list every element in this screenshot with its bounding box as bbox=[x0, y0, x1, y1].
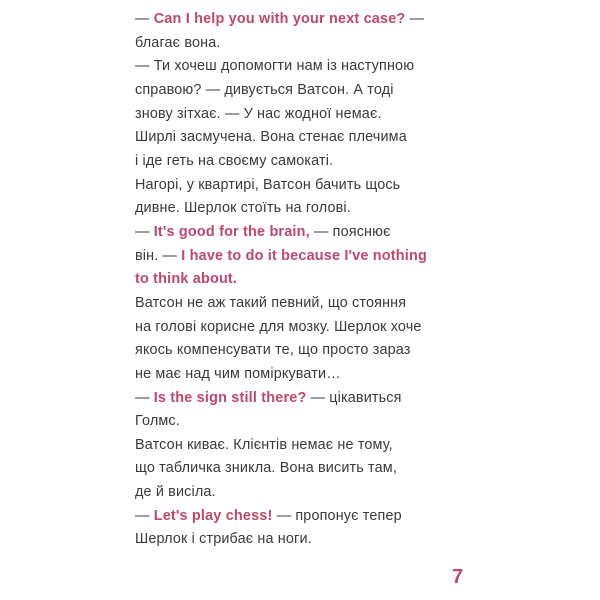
text-line bbox=[135, 387, 465, 411]
ukrainian-text: Шерлок і стрибає на ноги. bbox=[135, 531, 312, 548]
ukrainian-text: — Ти хочеш допомогти нам із наступною bbox=[135, 58, 415, 75]
ukrainian-text: не має над чим поміркувати… bbox=[135, 365, 341, 382]
story-text bbox=[135, 8, 465, 552]
text-line bbox=[135, 481, 465, 505]
ukrainian-text: Ватсон киває. Клієнтів немає не тому, bbox=[135, 436, 393, 453]
text-line bbox=[135, 505, 465, 529]
ukrainian-text: — пояснює bbox=[309, 223, 391, 240]
text-line bbox=[135, 268, 465, 292]
ukrainian-text: якось компенсувати те, що просто зараз bbox=[135, 342, 411, 359]
english-phrase: Is the sign still there? bbox=[153, 389, 307, 406]
ukrainian-text: він. — bbox=[135, 247, 182, 264]
text-line bbox=[135, 79, 465, 103]
ukrainian-text: — bbox=[135, 507, 154, 524]
ukrainian-text: справою? — дивується Ватсон. А тоді bbox=[135, 81, 394, 98]
english-phrase: It's good for the brain, bbox=[153, 223, 310, 240]
ukrainian-text: — bbox=[135, 223, 154, 240]
text-line bbox=[135, 103, 465, 127]
english-phrase: Can I help you with your next case? bbox=[153, 11, 406, 27]
text-line bbox=[135, 316, 465, 340]
text-line bbox=[135, 221, 465, 245]
ukrainian-text: Ватсон не аж такий певний, що стояння bbox=[135, 294, 407, 311]
english-phrase: I have to do it because I've nothing bbox=[181, 247, 427, 264]
ukrainian-text: де й висіла. bbox=[135, 484, 216, 501]
ukrainian-text: — bbox=[135, 11, 154, 27]
ukrainian-text: — пропонує тепер bbox=[272, 507, 402, 524]
ukrainian-text: і іде геть на своєму самокаті. bbox=[135, 152, 334, 169]
text-line bbox=[135, 245, 465, 269]
english-phrase: Let's play chess! bbox=[153, 507, 273, 524]
ukrainian-text: — цікавиться bbox=[306, 389, 402, 406]
ukrainian-text: дивне. Шерлок стоїть на голові. bbox=[135, 200, 351, 217]
ukrainian-text: — bbox=[405, 11, 425, 27]
text-line bbox=[135, 339, 465, 363]
text-line bbox=[135, 197, 465, 221]
ukrainian-text: Ширлі засмучена. Вона стенає плечима bbox=[135, 129, 407, 146]
ukrainian-text: на голові корисне для мозку. Шерлок хоче bbox=[135, 318, 422, 335]
ukrainian-text: Голмс. bbox=[135, 413, 180, 430]
text-line bbox=[135, 174, 465, 198]
ukrainian-text: що табличка зникла. Вона висить там, bbox=[135, 460, 397, 477]
ukrainian-text: благає вона. bbox=[135, 34, 221, 51]
english-phrase: to think about. bbox=[135, 271, 238, 288]
text-line bbox=[135, 32, 465, 56]
text-line bbox=[135, 292, 465, 316]
text-line bbox=[135, 528, 465, 552]
text-line bbox=[135, 8, 465, 32]
text-line bbox=[135, 410, 465, 434]
page-number: 7 bbox=[452, 566, 464, 588]
text-line bbox=[135, 126, 465, 150]
text-line bbox=[135, 55, 465, 79]
ukrainian-text: Нагорі, у квартирі, Ватсон бачить щось bbox=[135, 176, 401, 193]
text-line bbox=[135, 363, 465, 387]
text-line bbox=[135, 150, 465, 174]
text-line bbox=[135, 457, 465, 481]
text-line bbox=[135, 434, 465, 458]
ukrainian-text: знову зітхає. — У нас жодної немає. bbox=[135, 105, 382, 122]
ukrainian-text: — bbox=[135, 389, 154, 406]
